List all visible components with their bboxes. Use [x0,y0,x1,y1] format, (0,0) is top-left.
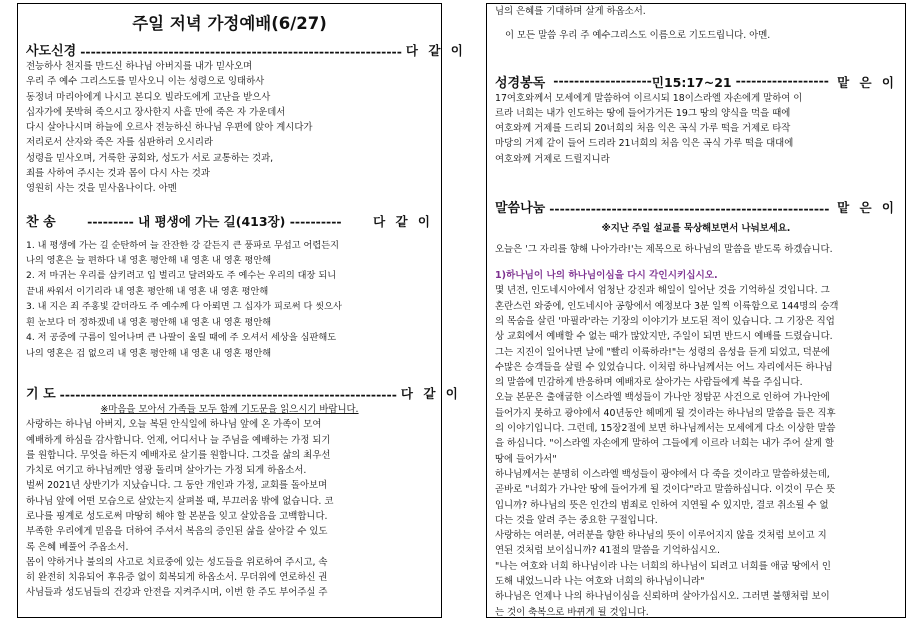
hymn-line: 4. 저 공중에 구름이 일어나며 큰 나팔이 울릴 때에 주 오셔서 세상을 심판해도 [26,332,337,344]
creed-line: 전능하사 천지를 만드신 하나님 아버지를 내가 믿사오며 [26,61,253,72]
left-page [17,3,466,618]
prayer-line: 로나를 핑계로 성도로써 마땅히 해야 할 본분을 잊고 살았음을 고백합니다. [26,511,328,522]
sharing-line: 는 것이 축복으로 바뀌게 될 것입니다. [495,606,649,618]
sharing-line: 연된 것처럼 보이십니까? 41절의 말씀을 기억하십시오. [495,545,720,557]
prayer-line: 사랑하는 하나님 아버지, 오늘 복된 안식일에 하나님 앞에 온 가족이 모여 [26,419,322,431]
prayer-line: 몸이 약하거나 불의의 사고로 치료중에 있는 성도들을 위로하여 주시고, 속 [26,556,328,568]
hymn-line: 1. 내 평생에 가는 길 순탄하여 늘 잔잔한 강 같든지 큰 풍파로 무섭고 어렵든지 [26,239,339,251]
creed-line: 죄를 사하여 주시는 것과 몸이 다시 사는 것과 [26,168,210,180]
sharing-line: 입니까? 하나님의 뜻은 인간의 범죄로 인하여 지연될 수 있지만, 결코 취소될 수 없 [495,499,829,511]
reading-line: 여호와께 거제로 드릴지니라 [495,153,610,165]
creed-text [26,59,433,197]
prayer-dashes: ----------------------------------------------------------------- [59,386,397,402]
hymn-line: 2. 저 마귀는 우리를 삼키려고 입 벌리고 달려와도 주 예수는 우리의 대장 되니 [26,270,337,282]
sharing-text [495,283,897,620]
prayer-line: 가치로 여기고 하나님께만 영광 돌리며 살아가는 가정 되게 하옵소서. [26,465,307,477]
sharing-line: 의 말씀에 민감하게 반응하며 예배자로 살아가는 사람들에게 복을 주십니다. [495,377,803,389]
hymn-header [26,211,433,230]
creed-dashes: -------------------------------------------------------------- [80,44,402,59]
sharing-leader: 맡 은 이 [837,200,897,216]
sharing-header [495,197,897,216]
reading-text [495,91,897,167]
hymn-text [26,238,433,361]
prayer-continued [495,4,897,44]
prayer-note: ※마음을 모아서 가족들 모두 함께 기도문을 읽으시기 바랍니다. [100,403,359,415]
creed-line: 다시 살아나시며 하늘에 오르사 전능하신 하나님 우편에 앉아 계시다가 [26,122,313,134]
sharing-line: 다는 것을 알려 주는 중요한 구절입니다. [495,514,658,526]
creed-heading: 사도신경 [26,44,77,59]
sharing-line: 수많은 승객들을 살릴 수 있었습니다. 이처럼 하나님께서는 어느 자리에서든 하나님 [495,361,833,373]
sharing-dashes: ------------------------------------------------------ [549,201,830,217]
sharing-line: 하나님은 언제나 나의 하나님이심을 신뢰하며 살아가십시오. 그러면 불행처럼 보이 [495,591,830,603]
prayer-header [26,383,461,402]
sharing-line: 몇 년전, 인도네시아에서 엄청난 강진과 해일이 일어난 것을 기억하실 것입니다. 그 [495,285,830,297]
hymn-line: 나의 영혼은 늘 편하다 내 영혼 평안해 내 영혼 내 영혼 평안해 [26,255,272,267]
creed-line: 성령을 믿사오며, 거룩한 공회와, 성도가 서로 교통하는 것과, [26,152,274,164]
prayer-line: 하나님 앞에 어떤 모습으로 살았는지 살펴볼 때, 부끄러움 밖에 없습니다. 코 [26,495,334,507]
sharing-line: 을 하십니다. "이스라엘 자손에게 말하여 그들에게 이르라 너희는 내가 주어 살게 할 [495,438,834,450]
creed-line: 저리로서 산자와 죽은 자를 심판하러 오시리라 [26,137,213,149]
reading-leader: 맡 은 이 [837,74,897,90]
hymn-line: 흰 눈보다 더 정하겠네 내 영혼 평안해 내 영혼 내 영혼 평안해 [26,316,272,328]
reading-line: 여호와께 거제를 드리되 20너희의 처음 익은 곡식 가루 떡을 거제로 타작 [495,123,791,135]
reading-heading: 성경봉독 [495,75,546,91]
creed-line: 우리 주 예수 그리스도를 믿사오니 이는 성령으로 잉태하사 [26,76,265,88]
prayer-line: 예배하게 하심을 감사합니다. 언제, 어디서나 늘 주님을 예배하는 가정 되기 [26,434,331,446]
reading-dashes-b: ------------------ [735,72,829,88]
hymn-leader: 다 같 이 [373,213,433,229]
creed-line: 영원히 사는 것을 믿사옵나이다. 아멘 [26,183,177,195]
creed-leader: 다 같 이 [405,43,466,58]
prayer-cont-line: 님의 은혜를 기대하며 살게 하옵소서. [495,6,646,17]
sharing-line: 그는 지진이 일어나면 날에 "빨리 이륙하라!"는 성령의 음성을 듣게 되었고, 덕분에 [495,346,830,358]
sharing-line: "나는 여호와 너희 하나님이라 나는 너희의 하나님이 되려고 너희를 애굽 땅에서 인 [495,560,831,572]
sharing-line: 혼란스런 와중에, 인도네시아 공항에서 예정보다 3분 일찍 이륙함으로 144명의 승객 [495,300,839,312]
prayer-line: 를 원합니다. 무엇을 하든지 예배자로 살기를 원합니다. 그것을 삶의 최우선 [26,449,331,461]
hymn-line: 끝내 싸워서 이기리라 내 영혼 평안해 내 영혼 내 영혼 평안해 [26,285,269,297]
creed-line: 십자가에 못박혀 죽으시고 장사한지 사흘 만에 죽은 자 가운데서 [26,106,286,118]
sharing-line: 의 목숨을 살린 '마필라'라는 기장의 이야기가 보도된 적이 있습니다. 그 기장은 직업 [495,315,835,327]
reading-line: 르라 너희는 내가 인도하는 땅에 들어가거든 19그 땅의 양식을 먹을 때에 [495,107,791,119]
sharing-point-1: 1)하나님이 나의 하나님이심을 다시 각인시키십시오. [495,270,718,282]
right-page [486,3,906,618]
prayer-line: 록 은혜 베풀어 주옵소서. [26,541,129,553]
sharing-line: 들어가지 못하고 광야에서 40년동안 헤메게 될 것이라는 하나님의 말씀을 들은 직후 [495,407,836,419]
sharing-line: 곧바로 "너희가 가나안 땅에 들어가게 될 것이다"라고 말씀하십니다. 이것이 무슨 뜻 [495,484,836,496]
sharing-line: 도해 내었느니라 나는 여호와 너희의 하나님이니라" [495,576,705,588]
reading-dashes-a: ------------------- [553,72,652,88]
hymn-heading: 찬 송 [26,214,56,230]
prayer-leader: 다 같 이 [400,385,461,401]
reading-header [495,72,897,91]
reading-line: 마당의 거제 같이 들어 드리라 21너희의 처음 익은 곡식 가루 떡을 대대에 [495,138,794,150]
prayer-heading: 기 도 [26,386,56,402]
sharing-line: 사랑하는 여러분, 여러분을 향한 하나님의 뜻이 이루어지지 않을 것처럼 보이고 지 [495,530,827,542]
prayer-cont-line: 이 모든 말씀 우리 주 예수그리스도 이름으로 기도드립니다. 아멘. [505,30,771,42]
sharing-intro: 오늘은 '그 자리를 향해 나아가라!'는 제목으로 하나님의 말씀을 받도록 하겠습니다. [495,244,833,256]
hymn-line: 3. 내 지은 죄 주홍빛 같더라도 주 예수께 다 아뢰면 그 십자가 피로써 다 씻으사 [26,301,342,313]
sharing-note: ※지난 주일 설교를 묵상해보면서 나눠보세요. [601,223,791,235]
sharing-line: 오늘 본문은 출애굽한 이스라엘 백성들이 가나안 정탐꾼 사건으로 인하여 가나안에 [495,392,830,404]
sharing-line: 땅에 들어가서" [495,453,557,465]
prayer-line: 벌써 2021년 상반기가 지났습니다. 그 동안 개인과 가정, 교회를 돌아보며 [26,480,328,492]
hymn-title: --------- 내 평생에 가는 길(413장) ---------- [87,213,342,229]
prayer-line: 부족한 우리에게 믿음을 더하여 주셔서 복음의 증인된 삶을 살아갈 수 있도 [26,526,328,538]
creed-line: 동정녀 마리아에게 나시고 본디오 빌라도에게 고난을 받으사 [26,91,271,103]
sharing-line: 상 교회에서 예배할 수 없는 때가 많았지만, 주일이 되면 반드시 예배를 드렸습니다. [495,331,833,343]
hymn-line: 나의 영혼은 겁 없으리 내 영혼 평안해 내 영혼 내 영혼 평안해 [26,347,272,359]
page-title: 주일 저녁 가정예배(6/27) [132,14,327,33]
reading-line: 17여호와께서 모세에게 말씀하여 이르시되 18이스라엘 자손에게 말하여 이 [495,92,803,104]
sharing-line: 하나님께서는 분명히 이스라엘 백성들이 광야에서 다 죽을 것이라고 말씀하셨는데, [495,468,830,480]
prayer-line: 사님들과 성도님들의 건강과 안전을 지켜주시며, 이번 한 주도 부어주실 주 [26,587,328,599]
prayer-note-wrap [26,402,433,417]
sharing-line: 의 이야기입니다. 그런데, 15장2절에 보면 하나님께서는 모세에게 다소 이상한 말씀 [495,423,836,435]
prayer-line: 히 완전히 치유되어 후유증 없이 회복되게 하옵소서. 무더위에 연로하신 권 [26,572,328,584]
sharing-heading: 말씀나눔 [495,201,546,217]
creed-header [26,40,466,59]
reading-ref: 민15:17~21 [651,74,732,90]
prayer-text [26,417,433,601]
